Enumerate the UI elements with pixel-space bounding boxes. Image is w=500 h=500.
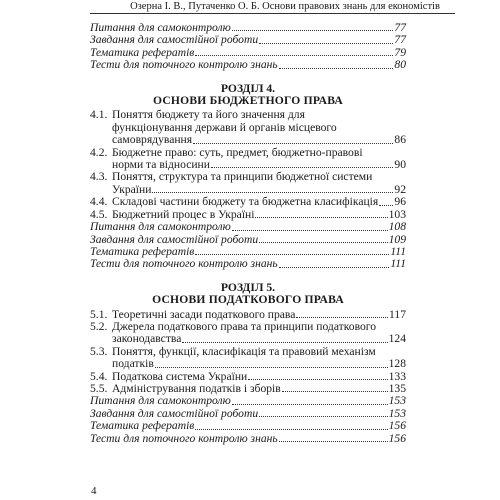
toc-item-independent-work[interactable]: Завдання для самостійної роботи 77	[90, 33, 406, 47]
toc-item-essay-topics[interactable]: Тематика рефератів 156	[90, 419, 406, 433]
toc-entry-4-2[interactable]: 4.2. Бюджетне право: суть, предмет, бюджетно-правові норми та відносини 90	[90, 145, 406, 172]
toc-entry-5-4[interactable]: 5.4. Податкова система України 133	[90, 369, 406, 383]
section-number: РОЗДІЛ 4.	[220, 81, 276, 95]
toc-item-tests[interactable]: Тести для поточного контролю знань 80	[90, 58, 406, 72]
toc-entry-5-5[interactable]: 5.5. Адміністрування податків і зборів 135	[90, 381, 406, 395]
running-header: Озерна І. В., Путаченко О. Б. Основи правових знань для економістів	[130, 1, 440, 12]
toc-entry-4-1[interactable]: 4.1. Поняття бюджету та його значення для функціонування держави й органів місцевого самоврядування 86	[90, 108, 406, 147]
section-title: ОСНОВИ БЮДЖЕТНОГО ПРАВА	[153, 94, 343, 108]
toc-item-essay-topics[interactable]: Тематика рефератів 79	[90, 45, 406, 59]
toc-entry-5-1[interactable]: 5.1. Теоретичні засади податкового права 117	[90, 307, 406, 321]
toc-entry-4-5[interactable]: 4.5. Бюджетний процес в Україні 103	[90, 207, 406, 221]
toc-item-tests[interactable]: Тести для поточного контролю знань 156	[90, 431, 406, 445]
toc-item-independent-work[interactable]: Завдання для самостійної роботи 109	[90, 232, 406, 246]
toc-item-self-control[interactable]: Питання для самоконтролю 108	[90, 220, 406, 234]
toc-item-tests[interactable]: Тести для поточного контролю знань 111	[90, 257, 406, 271]
toc-entry-4-3[interactable]: 4.3. Поняття, структура та принципи бюджетної системи України 92	[90, 170, 406, 196]
toc-entry-4-4[interactable]: 4.4. Складові частини бюджету та бюджетна класифікація 96	[90, 195, 406, 209]
section-number: РОЗДІЛ 5.	[220, 280, 276, 294]
section-title: ОСНОВИ ПОДАТКОВОГО ПРАВА	[152, 293, 344, 307]
header-rule	[90, 13, 455, 14]
table-of-contents	[90, 22, 406, 445]
toc-entry-5-3[interactable]: 5.3. Поняття, функції, класифікація та правовий механізм податків 128	[90, 344, 406, 371]
page-number: 4	[91, 485, 97, 497]
toc-item-self-control[interactable]: Питання для самоконтролю 153	[90, 394, 406, 408]
toc-entry-5-2[interactable]: 5.2. Джерела податкового права та принципи податкового законодавства 124	[90, 319, 406, 346]
toc-item-self-control[interactable]: Питання для самоконтролю 77	[90, 21, 406, 34]
toc-item-independent-work[interactable]: Завдання для самостійної роботи 153	[90, 406, 406, 420]
toc-item-essay-topics[interactable]: Тематика рефератів 111	[90, 244, 406, 258]
